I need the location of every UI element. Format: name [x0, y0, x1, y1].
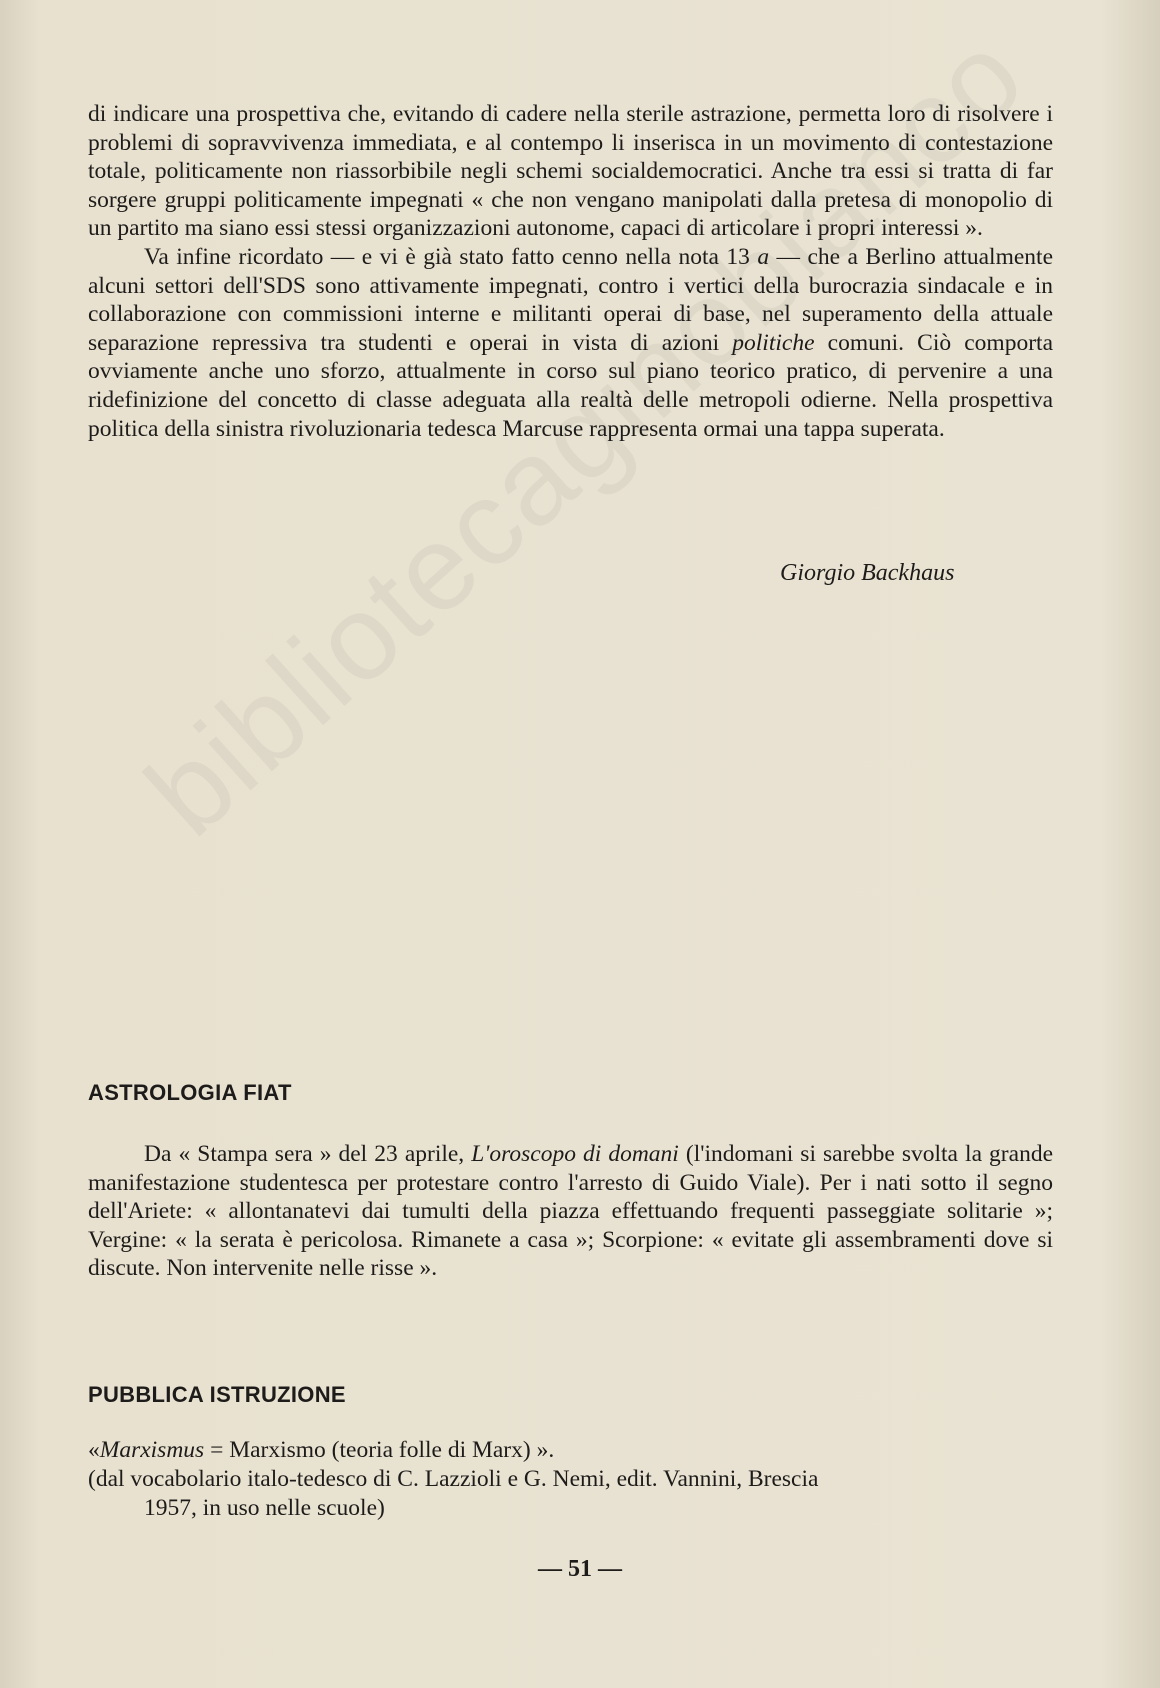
paragraph-1: di indicare una prospettiva che, evitando di cadere nella sterile astrazione, permetta loro di risolvere i problemi di sopravvivenza immediata, e al contempo li inserisca in un movimento di contestazione totale, politicamente non riassorbibile negli schemi socialdemocratici. Anche tra essi si tratta di far sorgere gruppi politicamente impegnati « che non vengano manipolati dalla pretesa di monopolio di un partito ma siano essi stessi organizzazioni autonome, capaci di articolare i propri interessi ». [88, 101, 1053, 242]
quote-term: Marxismus [99, 1437, 205, 1463]
section-title-istruzione: PUBBLICA ISTRUZIONE [88, 1382, 346, 1407]
paragraph-2: Va infine ricordato — e vi è già stato fatto cenno nella nota 13 a — che a Berlino attualmente alcuni settori dell'SDS sono attivamente impegnati, contro i vertici della burocrazia sindacale e in collaborazione con commissioni interne e militanti operai di base, nel superamento della attuale separazione repressiva tra studenti e operai in vista di azioni politiche comuni. Ciò comporta ovviamente anche uno sforzo, attualmente in corso sul piano teorico pratico, di pervenire a una ridefinizione del concetto di classe adeguata alla realtà delle metropoli odierne. Nella prospettiva politica della sinistra rivoluzionaria tedesca Marcuse rappresenta ormai una tappa superata. [88, 243, 1053, 442]
astrologia-paragraph: Da « Stampa sera » del 23 aprile, L'oroscopo di domani (l'indomani si sarebbe svolta la grande manifestazione studentesca per protestare contro l'arresto di Guido Viale). Per i nati sotto il segno dell'Ariete: « allontanatevi dai tumulti della piazza effettuando frequenti passeggiate solitarie »; Vergine: « la serata è pericolosa. Rimanete a casa »; Scorpione: « evitate gli assembramenti dove si discute. Non intervenite nelle risse ». [88, 1141, 1053, 1282]
section-title-astrologia: ASTROLOGIA FIAT [88, 1080, 292, 1105]
source-line-1: (dal vocabolario italo-tedesco di C. Lazzioli e G. Nemi, edit. Vannini, Brescia [88, 1466, 819, 1492]
author-signature: Giorgio Backhaus [780, 560, 955, 586]
quote-line: «Marxismus = Marxismo (teoria folle di Marx) ». [88, 1437, 555, 1463]
note-reference: a [757, 243, 770, 270]
page-number: — 51 — [538, 1556, 622, 1582]
article-body [88, 100, 1053, 443]
source-line-2: 1957, in uso nelle scuole) [144, 1495, 385, 1521]
astrologia-body [88, 1140, 1053, 1283]
emphasis-politiche: politiche [732, 329, 815, 356]
istruzione-citation [88, 1436, 1053, 1523]
horoscope-title: L'oroscopo di domani [471, 1141, 679, 1167]
